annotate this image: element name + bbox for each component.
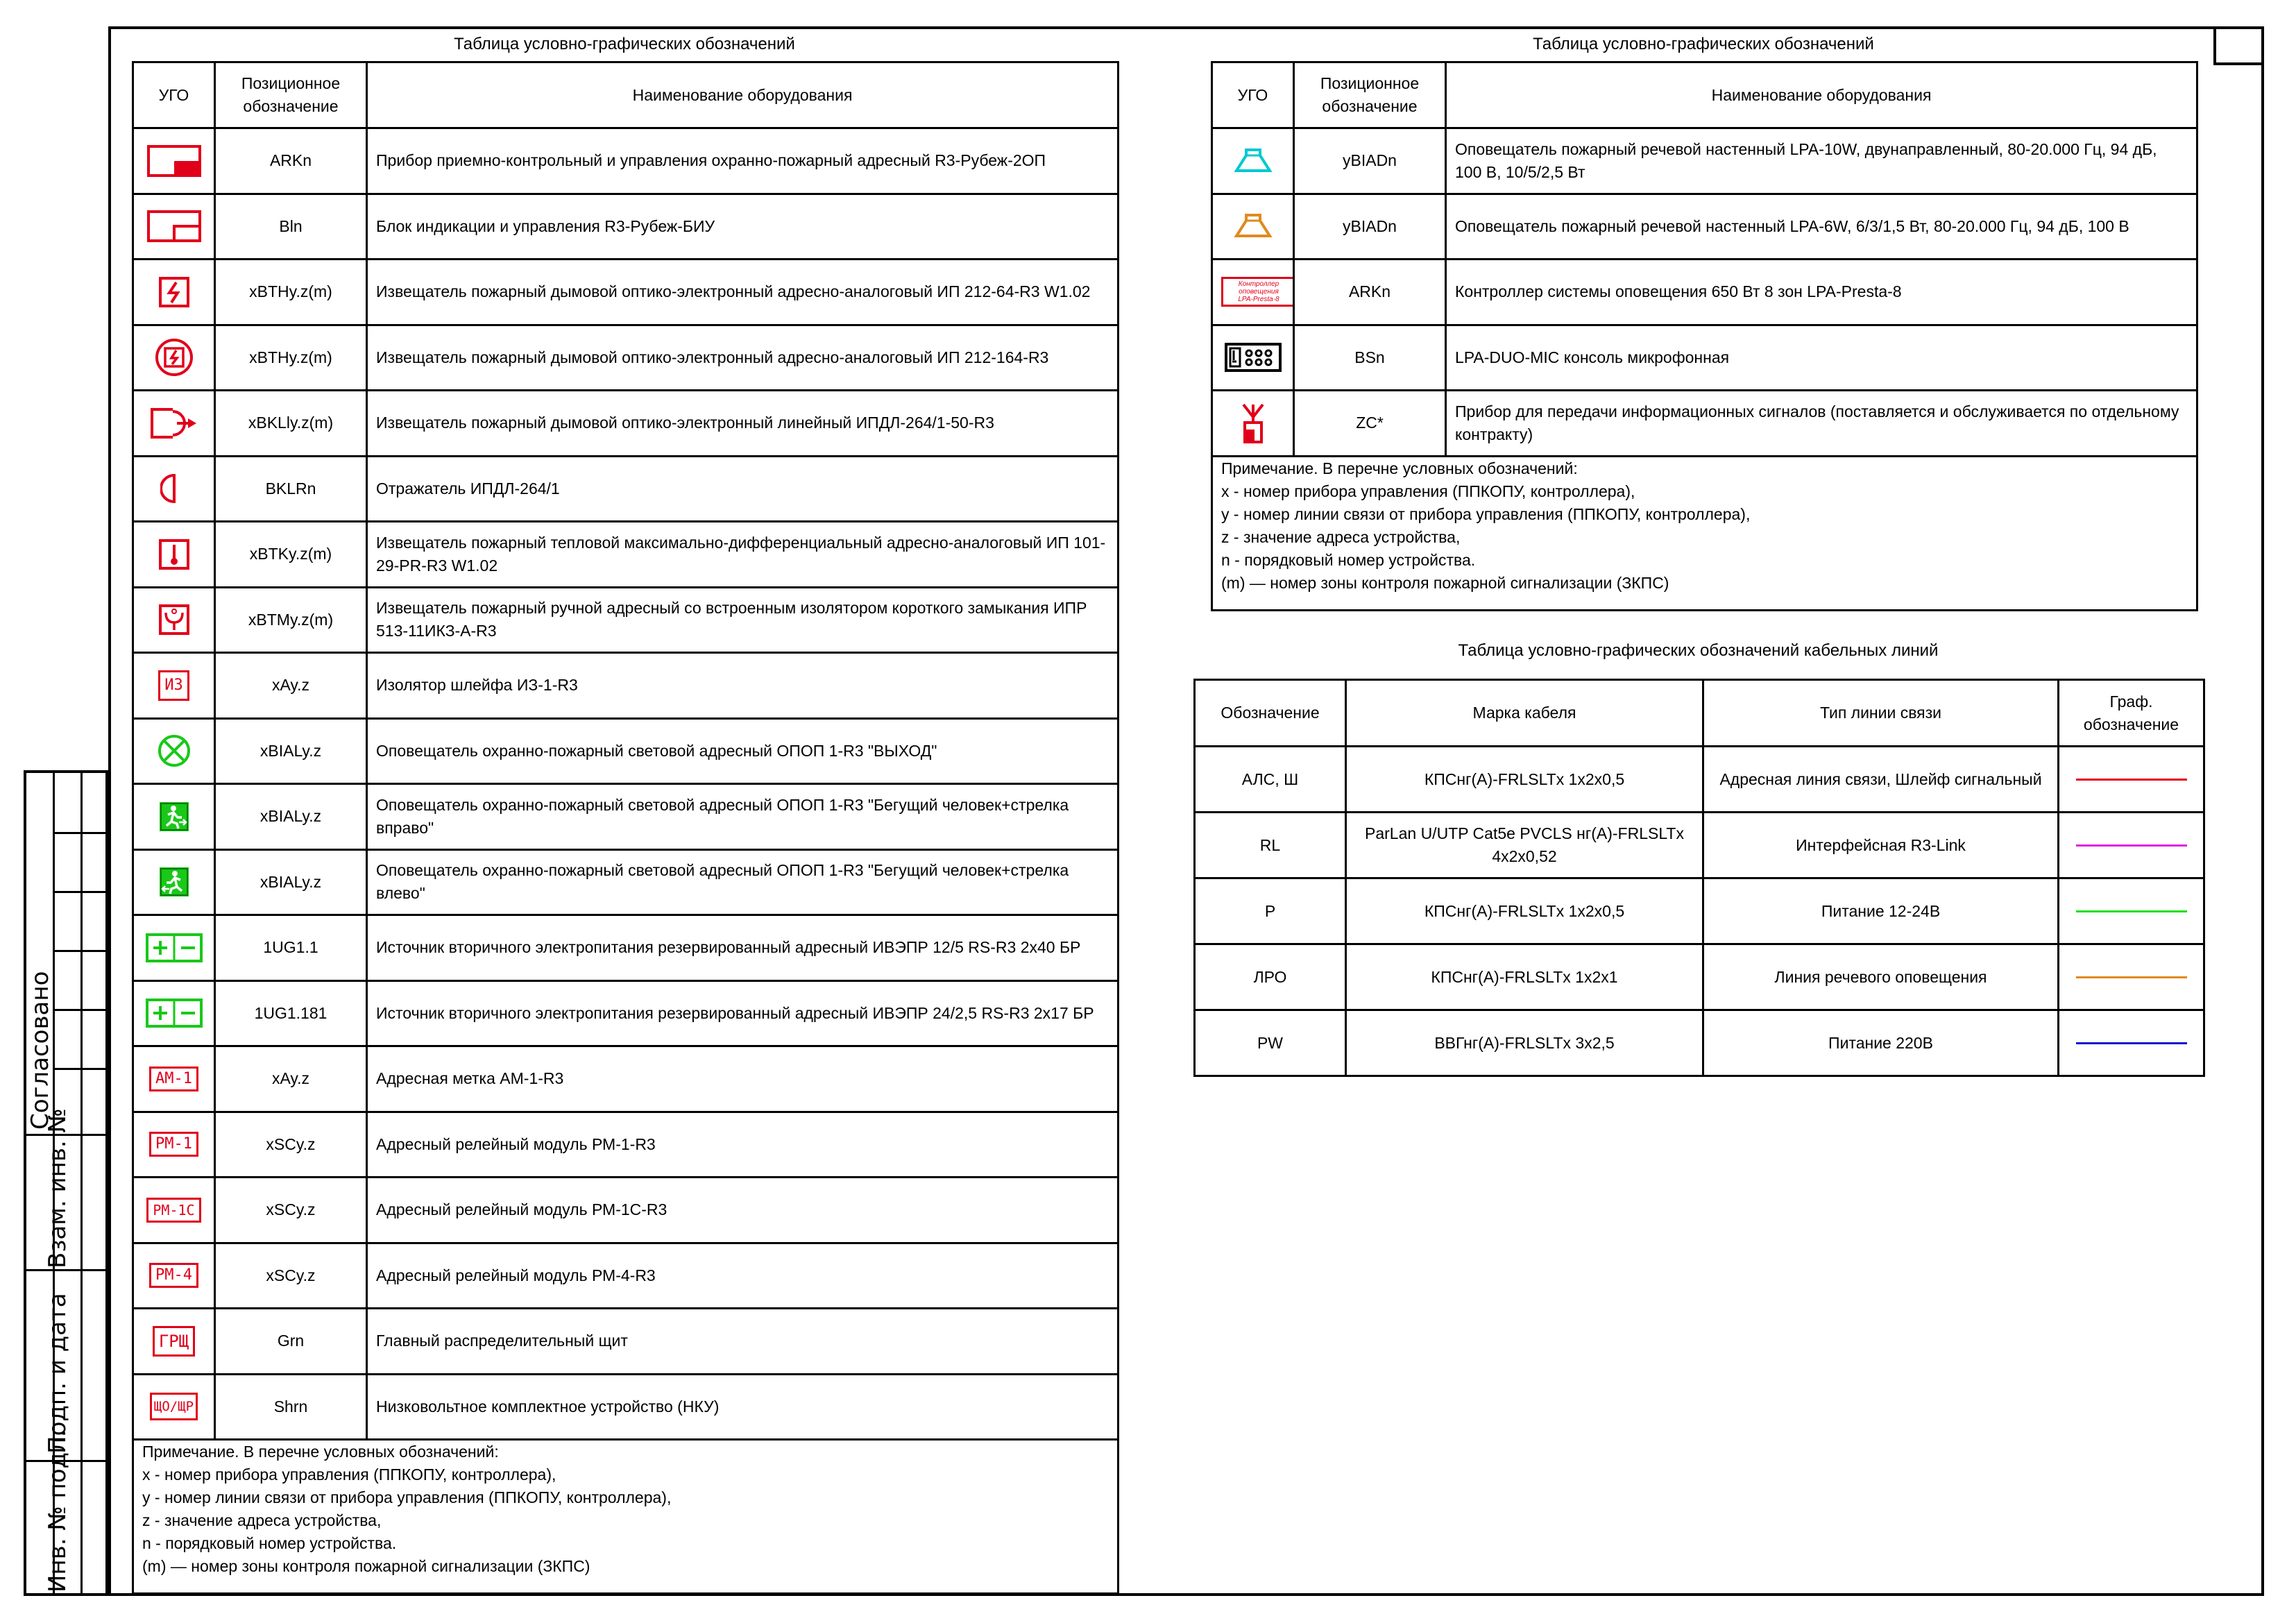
manual-call-point-icon <box>158 604 190 636</box>
right-symbol-table <box>1211 61 2198 611</box>
table-row <box>133 194 1119 260</box>
equipment-name: Оповещатель охранно-пожарный световой адресный ОПОП 1-R3 "Бегущий человек+стрелка вправо" <box>367 784 1119 850</box>
equipment-name: Контроллер системы оповещения 650 Вт 8 зон LPA-Presta-8 <box>1446 260 2197 325</box>
note-line: y - номер линии связи от прибора управления (ППКОПУ, контроллера), <box>1221 504 1751 523</box>
header-graphic: Граф. обозначение <box>2059 680 2204 747</box>
header-code: Обозначение <box>1195 680 1346 747</box>
table-row <box>1195 944 2204 1010</box>
table-row <box>133 325 1119 391</box>
left-symbol-table <box>132 61 1119 1595</box>
table-header-row <box>133 62 1119 128</box>
address-tag-icon: АМ-1 <box>149 1067 198 1091</box>
note-line: z - значение адреса устройства, <box>1221 527 1461 546</box>
note-line: n - порядковый номер устройства. <box>142 1534 397 1552</box>
note-line: (m) — номер зоны контроля пожарной сигнализации (ЗКПС) <box>142 1557 590 1575</box>
panel-icon <box>146 144 202 178</box>
legend-note <box>133 1440 1119 1594</box>
header-ugo: УГО <box>1212 62 1294 128</box>
left-table-caption: Таблица условно-графических обозначений <box>454 35 795 53</box>
position-code: xAy.z <box>215 1046 367 1112</box>
table-row <box>1212 391 2197 457</box>
position-code: Grn <box>215 1309 367 1375</box>
stamp-divider <box>53 950 105 952</box>
cable-line-swatch <box>2076 910 2187 912</box>
cable-line-swatch <box>2076 779 2187 781</box>
switchboard-icon: ГРЩ <box>153 1326 195 1357</box>
isolator-icon: ИЗ <box>158 670 189 701</box>
table-row <box>133 1046 1119 1112</box>
position-code: xBTHy.z(m) <box>215 325 367 391</box>
antenna-transmitter-icon <box>1238 402 1268 445</box>
table-row <box>133 980 1119 1046</box>
equipment-name: Извещатель пожарный ручной адресный со встроенным изолятором короткого замыкания ИПР 513-11ИКЗ-А-R3 <box>367 587 1119 653</box>
cable-code: RL <box>1195 813 1346 878</box>
cable-brand: КПСнг(А)-FRLSLTx 1х2х0,5 <box>1346 747 1703 813</box>
legend-note <box>1212 456 2197 610</box>
line-type: Интерфейсная R3-Link <box>1703 813 2059 878</box>
cable-line-swatch <box>2076 844 2187 847</box>
header-line-type: Тип линии связи <box>1703 680 2059 747</box>
table-row <box>1195 813 2204 878</box>
header-name: Наименование оборудования <box>1446 62 2197 128</box>
header-cable: Марка кабеля <box>1346 680 1703 747</box>
cable-line-swatch <box>2076 976 2187 978</box>
table-row <box>133 1178 1119 1243</box>
horn-speaker-icon <box>1231 211 1275 241</box>
relay-module-icon: РМ-4 <box>149 1263 198 1288</box>
position-code: BSn <box>1294 325 1446 391</box>
controller-icon-label: оповещения <box>1239 288 1279 296</box>
stamp-divider <box>53 1009 105 1011</box>
cable-code: PW <box>1195 1010 1346 1076</box>
note-line: x - номер прибора управления (ППКОПУ, контроллера), <box>142 1465 556 1484</box>
position-code: ZC* <box>1294 391 1446 457</box>
header-position: Позиционное обозначение <box>1294 62 1446 128</box>
table-row <box>133 849 1119 915</box>
table-row <box>133 718 1119 784</box>
equipment-name: Извещатель пожарный дымовой оптико-электронный адресно-аналоговый ИП 212-64-R3 W1.02 <box>367 260 1119 325</box>
table-row <box>1195 1010 2204 1076</box>
position-code: xBTKy.z(m) <box>215 522 367 588</box>
table-row <box>133 1309 1119 1375</box>
equipment-name: Адресный релейный модуль РМ-1С-R3 <box>367 1178 1119 1243</box>
horn-speaker-icon <box>1231 146 1275 176</box>
equipment-name: Оповещатель пожарный речевой настенный LPA-10W, двунаправленный, 80-20.000 Гц, 94 дБ, 100 В, 10/5/2,5 Вт <box>1446 128 2197 194</box>
light-sounder-icon <box>157 733 192 768</box>
table-row <box>1212 260 2197 325</box>
position-code: xBIALy.z <box>215 784 367 850</box>
cable-code: ЛРО <box>1195 944 1346 1010</box>
table-row <box>133 653 1119 719</box>
round-smoke-detector-icon <box>155 338 194 377</box>
position-code: 1UG1.1 <box>215 915 367 981</box>
equipment-name: Прибор приемно-контрольный и управления охранно-пожарный адресный R3-Рубеж-2ОП <box>367 128 1119 194</box>
table-row <box>1195 878 2204 944</box>
line-type: Линия речевого оповещения <box>1703 944 2059 1010</box>
position-code: xSCy.z <box>215 1243 367 1309</box>
note-line: z - значение адреса устройства, <box>142 1511 382 1529</box>
cable-table-caption: Таблица условно-графических обозначений кабельных линий <box>1458 641 1939 660</box>
reflector-icon <box>160 471 188 506</box>
position-code: xSCy.z <box>215 1178 367 1243</box>
controller-icon-label: Контроллер <box>1238 280 1279 289</box>
line-type: Адресная линия связи, Шлейф сигнальный <box>1703 747 2059 813</box>
table-row <box>133 391 1119 457</box>
exit-left-icon <box>158 866 190 898</box>
position-code: Bln <box>215 194 367 260</box>
panel-outline-icon <box>146 210 202 243</box>
table-row <box>1212 128 2197 194</box>
stamp-divider <box>26 1269 105 1271</box>
power-supply-icon <box>145 998 203 1028</box>
table-header-row <box>1212 62 2197 128</box>
stamp-label-agreed: Согласовано <box>26 971 54 1130</box>
equipment-name: Извещатель пожарный дымовой оптико-электронный адресно-аналоговый ИП 212-164-R3 <box>367 325 1119 391</box>
equipment-name: Извещатель пожарный дымовой оптико-электронный линейный ИПДЛ-264/1-50-R3 <box>367 391 1119 457</box>
equipment-name: LPA-DUO-MIC консоль микрофонная <box>1446 325 2197 391</box>
header-name: Наименование оборудования <box>367 62 1119 128</box>
equipment-name: Адресный релейный модуль РМ-4-R3 <box>367 1243 1119 1309</box>
microphone-console-icon <box>1224 342 1282 373</box>
power-supply-icon <box>145 933 203 963</box>
position-code: ARKn <box>1294 260 1446 325</box>
stamp-label-replace-inv: Взам. инв. № <box>44 1108 71 1268</box>
table-row <box>1195 747 2204 813</box>
position-code: xBKLly.z(m) <box>215 391 367 457</box>
equipment-name: Низковольтное комплектное устройство (НКУ) <box>367 1374 1119 1440</box>
exit-right-icon <box>158 801 190 833</box>
table-row <box>133 1374 1119 1440</box>
header-position: Позиционное обозначение <box>215 62 367 128</box>
cable-line-swatch <box>2076 1042 2187 1044</box>
cable-brand: ВВГнг(А)-FRLSLTx 3х2,5 <box>1346 1010 1703 1076</box>
equipment-name: Оповещатель охранно-пожарный световой адресный ОПОП 1-R3 "ВЫХОД" <box>367 718 1119 784</box>
table-row <box>133 128 1119 194</box>
table-row <box>133 784 1119 850</box>
position-code: ARKn <box>215 128 367 194</box>
table-row <box>133 1112 1119 1178</box>
table-note-row <box>1212 456 2197 610</box>
cable-code: АЛС, Ш <box>1195 747 1346 813</box>
note-line: (m) — номер зоны контроля пожарной сигнализации (ЗКПС) <box>1221 573 1669 592</box>
position-code: Shrn <box>215 1374 367 1440</box>
relay-module-icon: РМ-1 <box>149 1132 198 1157</box>
table-note-row <box>133 1440 1119 1594</box>
stamp-divider <box>53 891 105 893</box>
header-ugo: УГО <box>133 62 215 128</box>
equipment-name: Блок индикации и управления R3-Рубеж-БИУ <box>367 194 1119 260</box>
position-code: xSCy.z <box>215 1112 367 1178</box>
table-row <box>133 456 1119 522</box>
equipment-name: Адресный релейный модуль РМ-1-R3 <box>367 1112 1119 1178</box>
table-row <box>1212 194 2197 260</box>
stamp-divider <box>53 1068 105 1070</box>
note-line: y - номер линии связи от прибора управления (ППКОПУ, контроллера), <box>142 1488 672 1506</box>
equipment-name: Прибор для передачи информационных сигналов (поставляется и обслуживается по отдельному контракту) <box>1446 391 2197 457</box>
controller-icon <box>1221 277 1294 307</box>
equipment-name: Отражатель ИПДЛ-264/1 <box>367 456 1119 522</box>
table-row <box>133 1243 1119 1309</box>
heat-detector-icon <box>158 538 190 570</box>
line-type: Питание 220В <box>1703 1010 2059 1076</box>
position-code: xBIALy.z <box>215 849 367 915</box>
table-header-row <box>1195 680 2204 747</box>
controller-icon-label: LPA-Presta-8 <box>1238 296 1279 304</box>
table-row <box>133 915 1119 981</box>
switchboard-icon: ЩО/ЩР <box>150 1393 198 1420</box>
note-line: x - номер прибора управления (ППКОПУ, контроллера), <box>1221 482 1635 500</box>
note-line: n - порядковый номер устройства. <box>1221 550 1476 569</box>
equipment-name: Источник вторичного электропитания резервированный адресный ИВЭПР 12/5 RS-R3 2х40 БР <box>367 915 1119 981</box>
cable-code: P <box>1195 878 1346 944</box>
position-code: yBIADn <box>1294 194 1446 260</box>
note-line: Примечание. В перечне условных обозначений: <box>142 1443 499 1461</box>
table-row <box>133 587 1119 653</box>
smoke-detector-icon <box>158 276 190 308</box>
note-line: Примечание. В перечне условных обозначений: <box>1221 459 1578 477</box>
frame-corner-box <box>2213 26 2264 65</box>
position-code: xAy.z <box>215 653 367 719</box>
equipment-name: Источник вторичного электропитания резервированный адресный ИВЭПР 24/2,5 RS-R3 2х17 БР <box>367 980 1119 1046</box>
table-row <box>133 260 1119 325</box>
equipment-name: Изолятор шлейфа ИЗ-1-R3 <box>367 653 1119 719</box>
equipment-name: Оповещатель охранно-пожарный световой адресный ОПОП 1-R3 "Бегущий человек+стрелка влево" <box>367 849 1119 915</box>
stamp-divider <box>53 832 105 834</box>
cable-table <box>1193 679 2205 1077</box>
cable-brand: ParLan U/UTP Cat5e PVCLS нг(А)-FRLSLTx 4х2х0,52 <box>1346 813 1703 878</box>
cable-brand: КПСнг(А)-FRLSLTx 1х2х0,5 <box>1346 878 1703 944</box>
right-table-caption: Таблица условно-графических обозначений <box>1533 35 1874 53</box>
stamp-label-inv-orig: Инв. № подл. <box>44 1429 71 1592</box>
equipment-name: Извещатель пожарный тепловой максимально-дифференциальный адресно-аналоговый ИП 101-29-PR-R3 W1.02 <box>367 522 1119 588</box>
position-code: xBIALy.z <box>215 718 367 784</box>
equipment-name: Главный распределительный щит <box>367 1309 1119 1375</box>
stamp-label-sign-date: Подп. и дата <box>44 1293 71 1454</box>
relay-module-icon: РМ-1С <box>146 1198 201 1223</box>
beam-detector-icon <box>149 406 199 441</box>
position-code: xBTHy.z(m) <box>215 260 367 325</box>
equipment-name: Адресная метка АМ-1-R3 <box>367 1046 1119 1112</box>
cable-brand: КПСнг(А)-FRLSLTx 1х2х1 <box>1346 944 1703 1010</box>
line-type: Питание 12-24В <box>1703 878 2059 944</box>
table-row <box>133 522 1119 588</box>
stamp-divider <box>80 773 83 1593</box>
position-code: yBIADn <box>1294 128 1446 194</box>
table-row <box>1212 325 2197 391</box>
position-code: BKLRn <box>215 456 367 522</box>
position-code: 1UG1.181 <box>215 980 367 1046</box>
equipment-name: Оповещатель пожарный речевой настенный LPA-6W, 6/3/1,5 Вт, 80-20.000 Гц, 94 дБ, 100 В <box>1446 194 2197 260</box>
position-code: xBTMy.z(m) <box>215 587 367 653</box>
